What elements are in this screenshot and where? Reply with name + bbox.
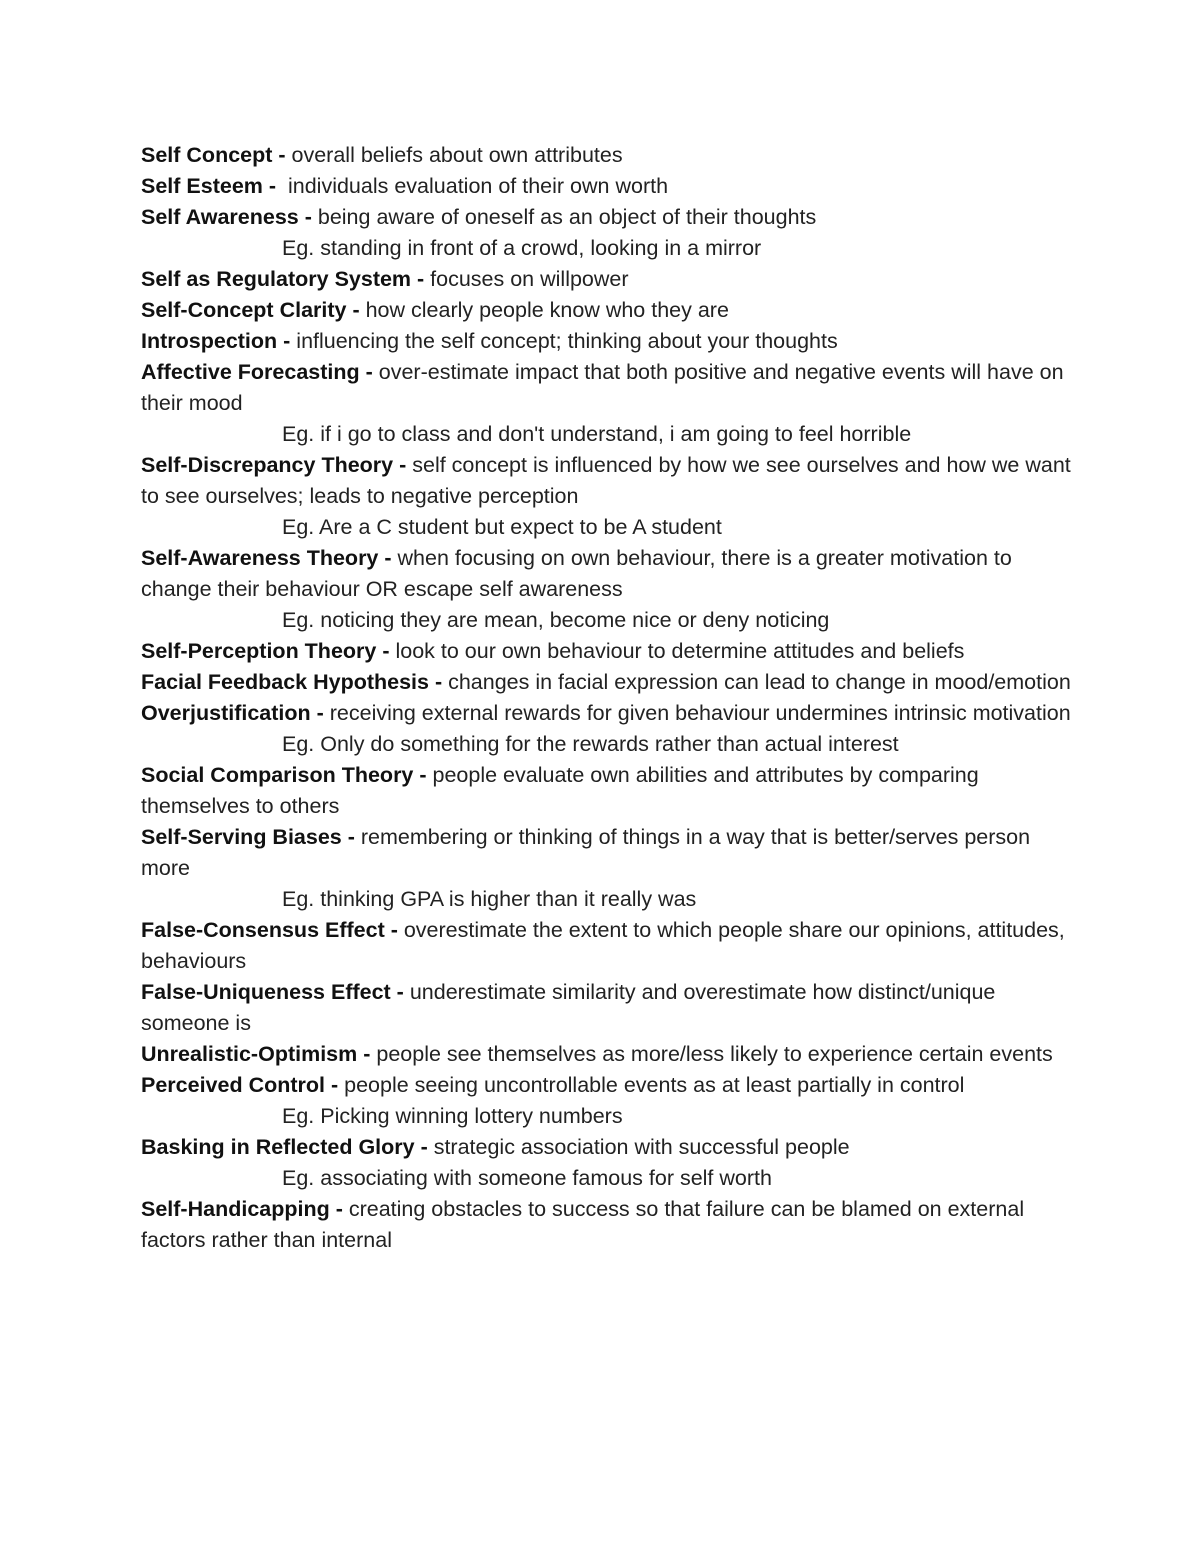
- definition: overestimate the extent to which people share our opinions, attitudes, behaviours: [141, 918, 1065, 973]
- example: Eg. thinking GPA is higher than it really was: [282, 887, 697, 911]
- entry-self-handicapping: [141, 1194, 1071, 1256]
- entry-introspection: [141, 326, 1071, 357]
- term: False-Uniqueness Effect -: [141, 980, 404, 1004]
- definition: when focusing on own behaviour, there is a greater motivation to change their behaviour OR escape self awareness: [141, 546, 1012, 601]
- entry-self-perception-theory: [141, 636, 1071, 667]
- entry-false-consensus-effect: [141, 915, 1071, 977]
- term: Self-Handicapping -: [141, 1197, 343, 1221]
- entry-self-serving-biases: [141, 822, 1071, 884]
- example: Eg. Are a C student but expect to be A student: [282, 515, 722, 539]
- definition: remembering or thinking of things in a way that is better/serves person more: [141, 825, 1031, 880]
- term: Self Esteem -: [141, 174, 277, 198]
- term: Self-Discrepancy Theory -: [141, 453, 407, 477]
- term: False-Consensus Effect -: [141, 918, 398, 942]
- definition: individuals evaluation of their own worth: [276, 174, 669, 198]
- entry-false-uniqueness-effect: [141, 977, 1071, 1039]
- definition: underestimate similarity and overestimate how distinct/unique someone is: [141, 980, 996, 1035]
- definition: people see themselves as more/less likely to experience certain events: [370, 1042, 1053, 1066]
- entry-perceived-control: [141, 1070, 1071, 1101]
- example: Eg. if i go to class and don't understand, i am going to feel horrible: [282, 422, 912, 446]
- entry-self-awareness-theory: [141, 543, 1071, 605]
- entry-self-concept-clarity: [141, 295, 1071, 326]
- term: Basking in Reflected Glory -: [141, 1135, 428, 1159]
- entry-self-discrepancy-theory: [141, 450, 1071, 512]
- example: Eg. noticing they are mean, become nice or deny noticing: [282, 608, 830, 632]
- entry-overjustification: [141, 698, 1071, 729]
- glossary: [141, 140, 1071, 1256]
- term: Self Awareness -: [141, 205, 312, 229]
- definition: changes in facial expression can lead to change in mood/emotion: [442, 670, 1071, 694]
- term: Self Concept -: [141, 143, 286, 167]
- example: Eg. standing in front of a crowd, looking in a mirror: [282, 236, 762, 260]
- definition: people seeing uncontrollable events as at least partially in control: [338, 1073, 965, 1097]
- definition: being aware of oneself as an object of their thoughts: [311, 205, 817, 229]
- term: Self-Serving Biases -: [141, 825, 355, 849]
- term: Introspection -: [141, 329, 291, 353]
- example: Eg. Only do something for the rewards rather than actual interest: [282, 732, 899, 756]
- definition: self concept is influenced by how we see ourselves and how we want to see ourselves; leads to negative perception: [141, 453, 1071, 508]
- definition: people evaluate own abilities and attributes by comparing themselves to others: [141, 763, 979, 818]
- term: Perceived Control -: [141, 1073, 339, 1097]
- definition: creating obstacles to success so that failure can be blamed on external factors rather than internal: [141, 1197, 1025, 1252]
- entry-self-esteem: [141, 171, 1071, 202]
- entry-affective-forecasting: [141, 357, 1071, 419]
- term: Affective Forecasting -: [141, 360, 373, 384]
- entry-basking-in-reflected-glory: [141, 1132, 1071, 1163]
- term: Self-Awareness Theory -: [141, 546, 392, 570]
- example: Eg. Picking winning lottery numbers: [282, 1104, 623, 1128]
- term: Self-Perception Theory -: [141, 639, 390, 663]
- term: Overjustification -: [141, 701, 324, 725]
- term: Self-Concept Clarity -: [141, 298, 360, 322]
- definition: influencing the self concept; thinking about your thoughts: [290, 329, 838, 353]
- entry-facial-feedback-hypothesis: [141, 667, 1071, 698]
- definition: overall beliefs about own attributes: [285, 143, 623, 167]
- definition: strategic association with successful people: [427, 1135, 850, 1159]
- definition: how clearly people know who they are: [359, 298, 729, 322]
- term: Unrealistic-Optimism -: [141, 1042, 371, 1066]
- term: Facial Feedback Hypothesis -: [141, 670, 443, 694]
- entry-self-as-regulatory-system: [141, 264, 1071, 295]
- example: Eg. associating with someone famous for self worth: [282, 1166, 772, 1190]
- term: Social Comparison Theory -: [141, 763, 427, 787]
- definition: over-estimate impact that both positive and negative events will have on their mood: [141, 360, 1064, 415]
- definition: look to our own behaviour to determine attitudes and beliefs: [389, 639, 965, 663]
- definition: receiving external rewards for given behaviour undermines intrinsic motivation: [323, 701, 1071, 725]
- entry-social-comparison-theory: [141, 760, 1071, 822]
- definition: focuses on willpower: [424, 267, 629, 291]
- term: Self as Regulatory System -: [141, 267, 425, 291]
- entry-self-awareness: [141, 202, 1071, 233]
- entry-self-concept: [141, 140, 1071, 171]
- entry-unrealistic-optimism: [141, 1039, 1071, 1070]
